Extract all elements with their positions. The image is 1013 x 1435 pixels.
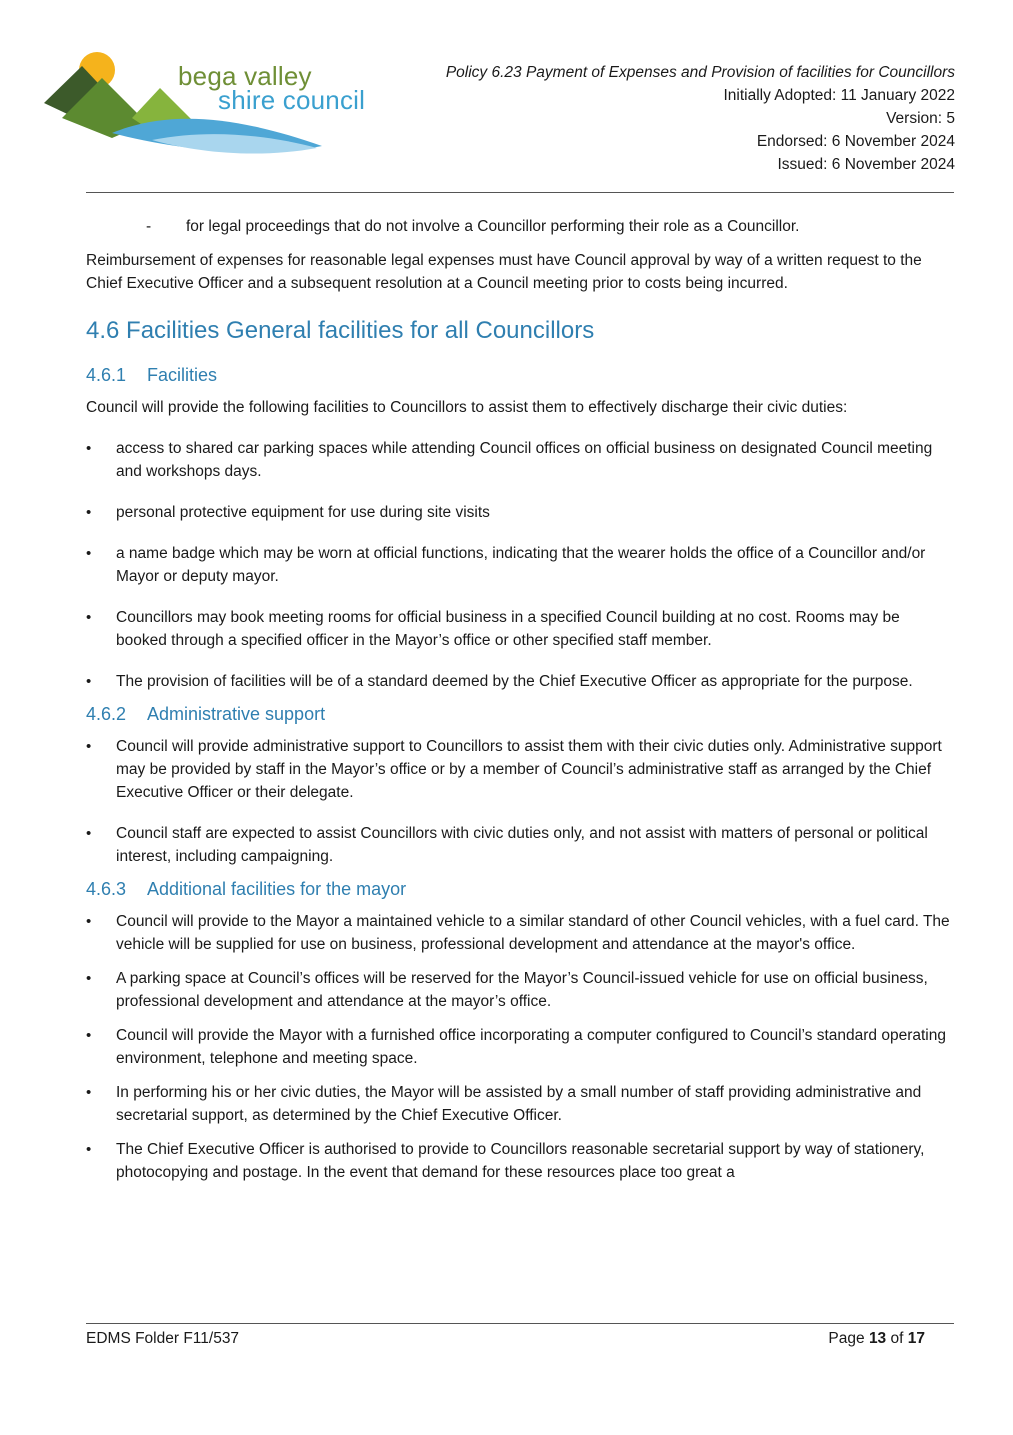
bullet: • (86, 673, 92, 690)
subsection-number: 4.6.1 (86, 365, 127, 385)
bullet: • (86, 913, 92, 930)
list-item-text: Council will provide to the Mayor a maintained vehicle to a similar standard of other Council vehicles, with a fuel card. The vehicle will be supplied for use on business, professional development and attendance at the mayor's office. (116, 913, 950, 953)
legal-expenses-paragraph: Reimbursement of expenses for reasonable legal expenses must have Council approval by way of a written request to the Chief Executive Officer and a subsequent resolution at a Council meeting prior to costs being incurred. (86, 252, 922, 292)
policy-title: Policy 6.23 Payment of Expenses and Provision of facilities for Councillors (445, 64, 955, 81)
adopted-date: Initially Adopted: 11 January 2022 (723, 87, 955, 104)
issued-date: Issued: 6 November 2024 (777, 156, 955, 173)
list-item (86, 542, 954, 588)
edms-folder: EDMS Folder F11/537 (86, 1330, 240, 1347)
list-item-text: A parking space at Council’s offices will be reserved for the Mayor’s Council-issued vehicle for use on official business, professional development and attendance at the mayor’s office. (116, 970, 928, 1010)
list-item (86, 735, 954, 804)
subsection-title: Administrative support (147, 704, 326, 724)
logo-line-2: shire council (218, 85, 366, 115)
bullet: • (86, 440, 92, 457)
subsection-heading-facilities (86, 363, 954, 387)
bullet: • (86, 738, 92, 755)
dash-marker: - (146, 218, 152, 235)
admin-support-list (86, 735, 954, 868)
facilities-intro: Council will provide the following facilities to Councillors to assist them to effectively discharge their civic duties: (86, 399, 848, 416)
bullet: • (86, 1084, 92, 1101)
list-item-text: access to shared car parking spaces while attending Council offices on official business on designated Council meeting and workshops days. (116, 440, 933, 480)
section-heading: 4.6 Facilities General facilities for all Councillors (86, 317, 595, 344)
subsection-title: Facilities (147, 365, 218, 385)
dash-list-item (146, 215, 954, 238)
list-item-text: personal protective equipment for use during site visits (116, 504, 490, 521)
bullet: • (86, 970, 92, 987)
total-pages: 17 (907, 1330, 925, 1347)
logo-wordmark (178, 61, 366, 115)
list-item-text: Council will provide the Mayor with a furnished office incorporating a computer configured to Council’s standard operating environment, telephone and meeting space. (116, 1027, 946, 1067)
list-item (86, 1138, 954, 1184)
page-label: Page (828, 1330, 865, 1347)
subsection-number: 4.6.2 (86, 704, 127, 724)
list-item (86, 437, 954, 483)
of-label: of (890, 1330, 904, 1347)
facilities-list (86, 437, 954, 693)
footer-divider (86, 1323, 954, 1324)
header-divider (86, 192, 954, 193)
list-item (86, 501, 954, 524)
endorsed-date: Endorsed: 6 November 2024 (756, 133, 955, 150)
subsection-number: 4.6.3 (86, 879, 127, 899)
mayor-facilities-list (86, 910, 954, 1184)
list-item (86, 967, 954, 1013)
list-item-text: In performing his or her civic duties, the Mayor will be assisted by a small number of staff providing administrative and secretarial support, as determined by the Chief Executive Officer. (116, 1084, 922, 1124)
bullet: • (86, 504, 92, 521)
bullet: • (86, 1141, 92, 1158)
list-item (86, 670, 954, 693)
list-item (86, 822, 954, 868)
header-meta (446, 61, 955, 176)
current-page: 13 (868, 1330, 887, 1347)
list-item-text: Council staff are expected to assist Councillors with civic duties only, and not assist with matters of personal or political interest, including campaigning. (116, 825, 928, 865)
bullet: • (86, 545, 92, 562)
bullet: • (86, 609, 92, 626)
logo-line-1: bega valley (178, 61, 312, 91)
list-item (86, 1024, 954, 1070)
subsection-title: Additional facilities for the mayor (147, 879, 407, 899)
subsection-heading-admin-support (86, 702, 954, 726)
document-body (86, 215, 954, 1195)
subsection-heading-mayor-facilities (86, 877, 954, 901)
dash-item-text: for legal proceedings that do not involve a Councillor performing their role as a Councillor. (186, 218, 800, 235)
list-item-text: Councillors may book meeting rooms for official business in a specified Council building at no cost. Rooms may be booked through a specified officer in the Mayor’s office or other specified staff member. (116, 609, 900, 649)
list-item-text: The provision of facilities will be of a standard deemed by the Chief Executive Officer as appropriate for the purpose. (116, 673, 913, 690)
list-item-text: Council will provide administrative support to Councillors to assist them with their civic duties only. Administrative support may be provided by staff in the Mayor’s office or by a member of Council’s administrative staff as arranged by the Chief Executive Officer or their delegate. (116, 738, 942, 801)
bullet: • (86, 825, 92, 842)
list-item (86, 606, 954, 652)
list-item (86, 1081, 954, 1127)
bullet: • (86, 1027, 92, 1044)
list-item (86, 910, 954, 956)
list-item-text: The Chief Executive Officer is authorised to provide to Councillors reasonable secretarial support by way of stationery, photocopying and postage. In the event that demand for these resources place too great a (116, 1141, 925, 1181)
list-item-text: a name badge which may be worn at official functions, indicating that the wearer holds the office of a Councillor and/or Mayor or deputy mayor. (116, 545, 926, 585)
page-number (828, 1327, 925, 1350)
version: Version: 5 (886, 110, 955, 127)
